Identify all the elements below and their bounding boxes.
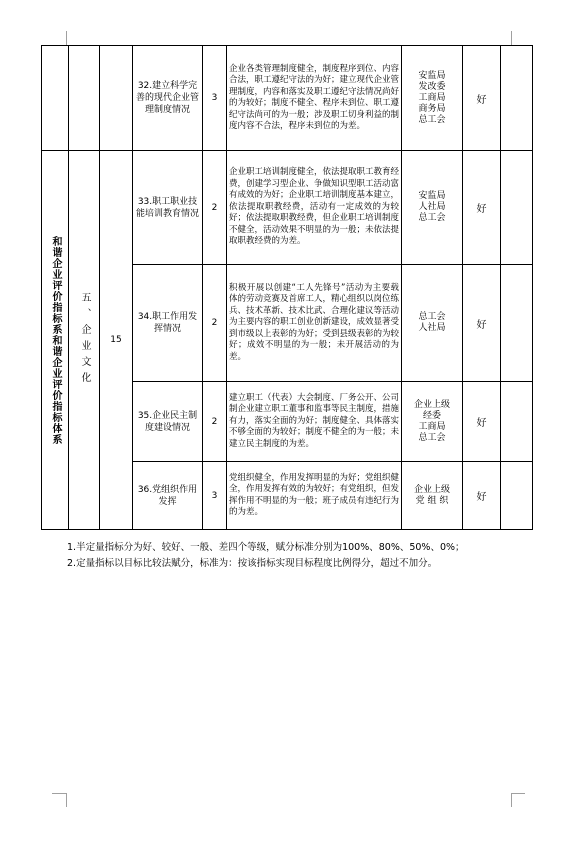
table-row bbox=[42, 46, 533, 151]
footnotes bbox=[67, 540, 537, 572]
category-cell-top bbox=[42, 46, 69, 151]
item-weight: 3 bbox=[203, 462, 227, 530]
item-criteria: 企业职工培训制度健全，依法提取职工教育经费，创建学习型企业、争做知识型职工活动富有成效的为好；企业职工培训制度基本建立，依法提取职教经费，活动有一定成效的为较好；依法提取职教经费，但企业职工培训制度不健全，活动效果不明显的为一般；未依法提取职教经费的为差。 bbox=[227, 151, 402, 265]
item-orgs: 安监局 发改委 工商局 商务局 总工会 bbox=[402, 46, 463, 151]
item-name: 35.企业民主制度建设情况 bbox=[133, 382, 203, 462]
item-weight: 2 bbox=[203, 265, 227, 382]
item-blank bbox=[501, 382, 533, 462]
item-grade: 好 bbox=[463, 462, 501, 530]
department-cell-top bbox=[69, 46, 100, 151]
corner-mark-bottom-left-v bbox=[66, 793, 67, 807]
item-orgs: 企业上级 党 组 织 bbox=[402, 462, 463, 530]
corner-mark-top-left-v bbox=[66, 31, 67, 45]
score-cell-top bbox=[100, 46, 133, 151]
item-grade: 好 bbox=[463, 151, 501, 265]
item-name: 33.职工职业技能培训教育情况 bbox=[133, 151, 203, 265]
item-blank bbox=[501, 462, 533, 530]
corner-mark-top-right-v bbox=[511, 31, 512, 45]
item-criteria: 积极开展以创建“工人先锋号”活动为主要载体的劳动竞赛及首席工人，精心组织以岗位练兵、技术革新、技术比武、合理化建议等活动为主要内容的职工创业创新建设，成效显著受到市级以上表彰的为好；受到县级表彰的为较好；成效不明显的为一般；未开展活动的为差。 bbox=[227, 265, 402, 382]
item-weight: 2 bbox=[203, 151, 227, 265]
footnote-1: 1.半定量指标分为好、较好、一般、差四个等级，赋分标准分别为100%、80%、50%、0%； bbox=[67, 542, 465, 553]
item-weight: 2 bbox=[203, 382, 227, 462]
item-orgs: 企业上级 经委 工商局 总工会 bbox=[402, 382, 463, 462]
item-grade: 好 bbox=[463, 265, 501, 382]
department-label: 五、企业文化 bbox=[69, 151, 100, 530]
item-grade: 好 bbox=[463, 46, 501, 151]
item-criteria: 企业各类管理制度健全，制度程序到位、内容合法，职工遵纪守法的为好；建立现代企业管理制度，内容和落实及职工遵纪守法情况尚好的为较好；制度不健全、程序未到位、职工遵纪守法尚可的为一般；涉及职工切身利益的制度内容不合法，程序未到位的为差。 bbox=[227, 46, 402, 151]
footnote-2: 2.定量指标以目标比较法赋分，标准为：按该指标实现目标程度比例得分，超过不加分。 bbox=[67, 558, 438, 569]
corner-mark-bottom-right-h bbox=[511, 793, 525, 794]
category-label: 和谐企业评价指标系和谐企业评价指标体系 bbox=[42, 151, 69, 530]
item-criteria: 党组织健全，作用发挥明显的为好；党组织健全，作用发挥有效的为较好；有党组织，但发挥作用不明显的为一般；班子成员有违纪行为的为差。 bbox=[227, 462, 402, 530]
item-name: 36.党组织作用发挥 bbox=[133, 462, 203, 530]
item-weight: 3 bbox=[203, 46, 227, 151]
item-name: 32.建立科学完善的现代企业管理制度情况 bbox=[133, 46, 203, 151]
item-blank bbox=[501, 46, 533, 151]
item-orgs: 总工会 人社局 bbox=[402, 265, 463, 382]
item-grade: 好 bbox=[463, 382, 501, 462]
table-row bbox=[42, 151, 533, 265]
corner-mark-bottom-right-v bbox=[511, 793, 512, 807]
item-orgs: 安监局 人社局 总工会 bbox=[402, 151, 463, 265]
evaluation-table bbox=[41, 45, 533, 530]
corner-mark-bottom-left-h bbox=[52, 793, 66, 794]
item-name: 34.职工作用发挥情况 bbox=[133, 265, 203, 382]
item-criteria: 建立职工（代表）大会制度、厂务公开、公司制企业建立职工董事和监事等民主制度，措施有力，落实全面的为好；制度健全、具体落实不够全面的为较好；制度不健全的为一般；未建立民主制度的为差。 bbox=[227, 382, 402, 462]
item-blank bbox=[501, 265, 533, 382]
department-score: 15 bbox=[100, 151, 133, 530]
item-blank bbox=[501, 151, 533, 265]
